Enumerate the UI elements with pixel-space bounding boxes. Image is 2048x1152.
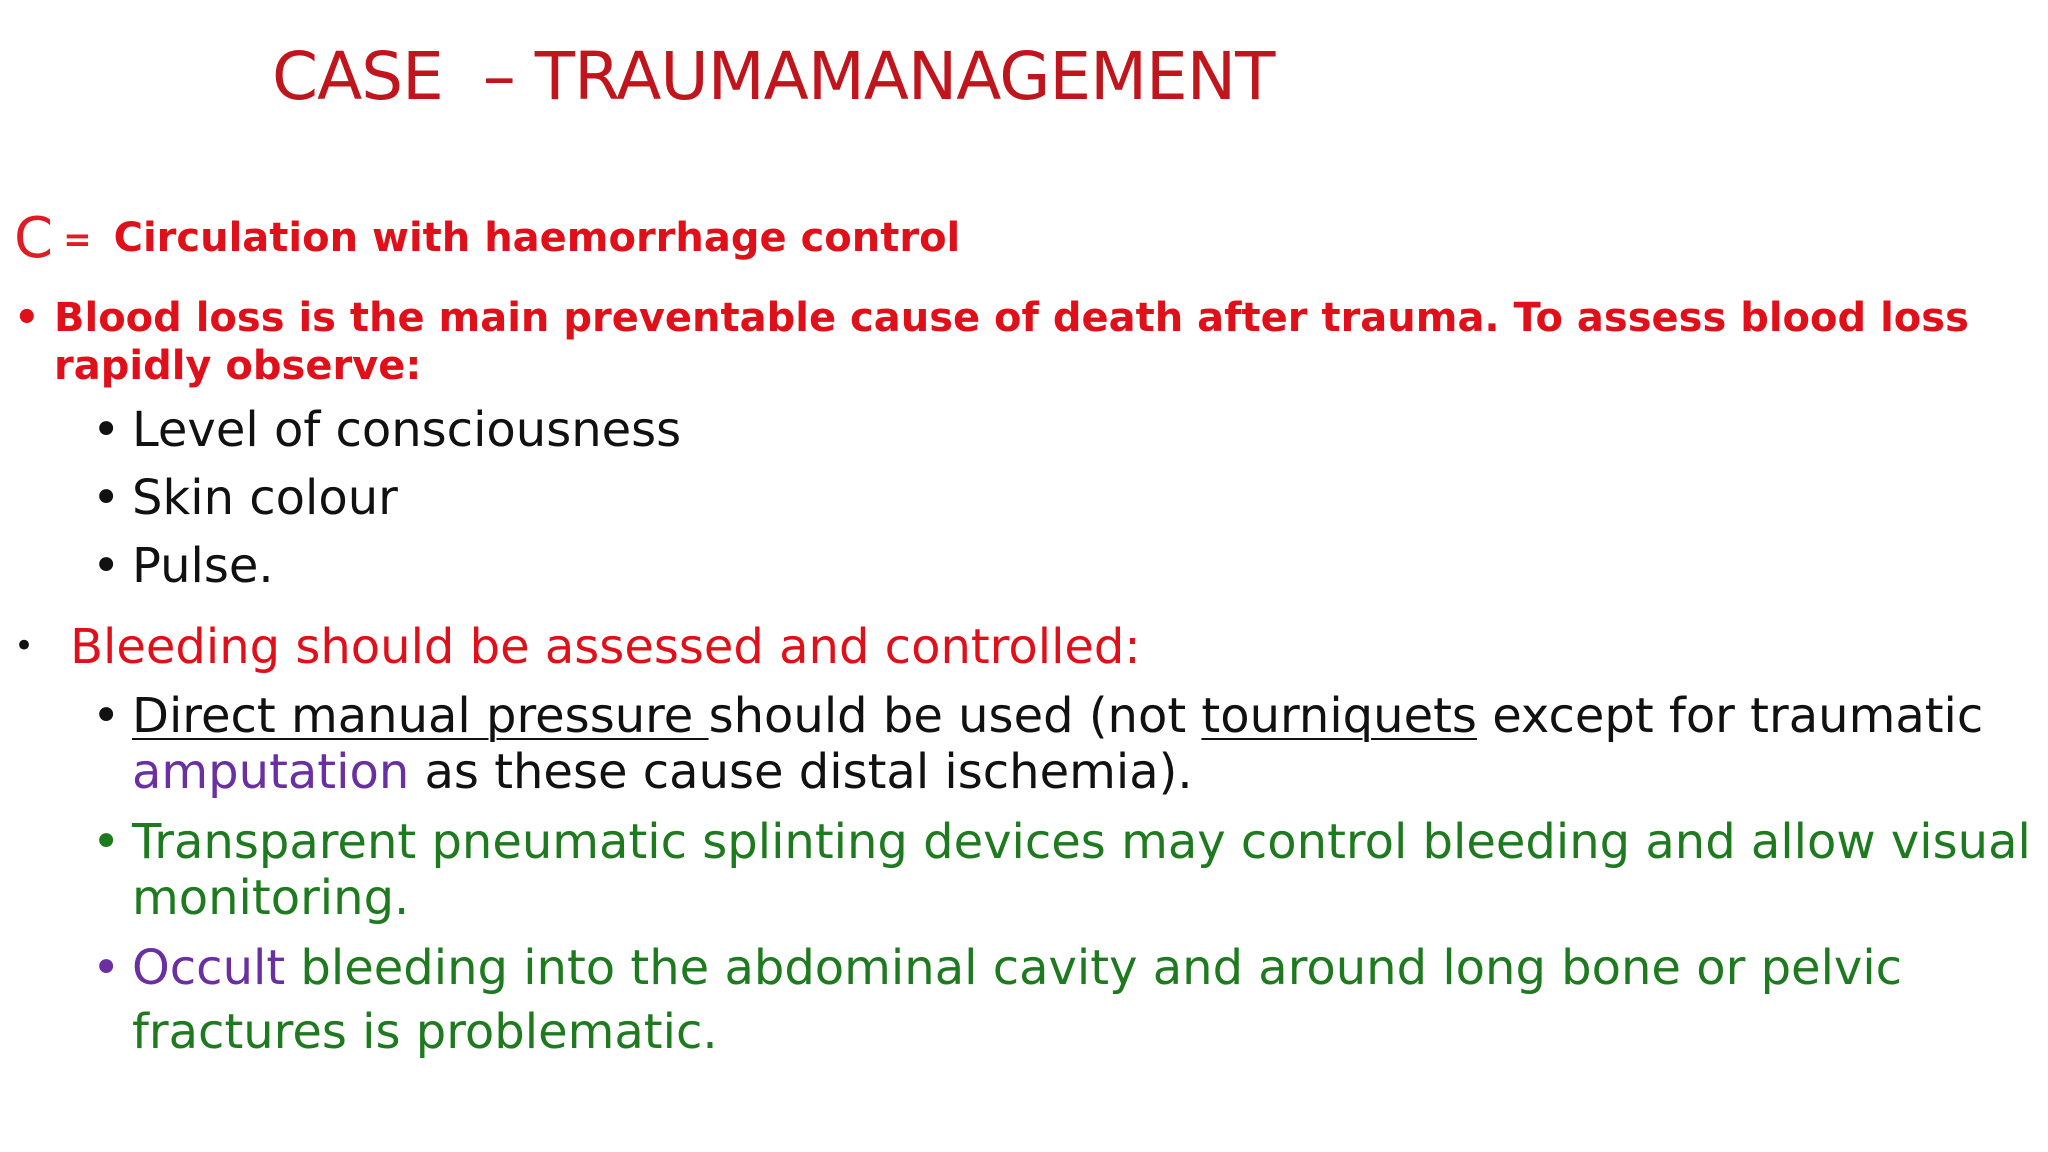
list-item-text: Pulse. bbox=[132, 538, 274, 594]
slide-title: CASE – TRAUMAMANAGEMENT bbox=[272, 38, 1275, 115]
list-item bbox=[92, 470, 2032, 538]
c-equals: = bbox=[63, 220, 92, 260]
amputation-text: amputation bbox=[132, 744, 410, 800]
tourniquets-text: tourniquets bbox=[1201, 688, 1477, 744]
bullet-dot: • bbox=[92, 940, 121, 996]
list-item-text: Skin colour bbox=[132, 470, 398, 526]
occult-text: Occult bbox=[132, 940, 286, 996]
list-item-text: Level of consciousness bbox=[132, 402, 682, 458]
bullet-bleeding-text: Bleeding should be assessed and controlled: bbox=[70, 619, 1141, 675]
list-item bbox=[92, 402, 2032, 470]
bullet-blood-loss-text: Blood loss is the main preventable cause of death after trauma. To assess blood loss rapidly observe: bbox=[54, 295, 1969, 389]
list-item bbox=[92, 688, 2032, 800]
list-item-text: Transparent pneumatic splinting devices may control bleeding and allow visual monitoring. bbox=[132, 814, 2031, 926]
c-heading bbox=[14, 206, 960, 271]
list-item-text: should be used (not bbox=[708, 688, 1202, 744]
list-item-text: bleeding into the abdominal cavity and around long bone or pelvic bbox=[285, 940, 1903, 996]
direct-pressure-text: Direct manual pressure bbox=[132, 688, 709, 744]
bullet-dot: • bbox=[14, 295, 40, 341]
bullet-dot: • bbox=[92, 470, 121, 526]
bullet-dot: • bbox=[92, 688, 121, 744]
bullet-dot: • bbox=[92, 538, 121, 594]
c-letter: C bbox=[14, 206, 54, 271]
list-item bbox=[92, 538, 2032, 606]
bullet-blood-loss bbox=[14, 294, 2024, 390]
list-item-text: as these cause distal ischemia). bbox=[409, 744, 1193, 800]
bullet-bleeding bbox=[14, 618, 1141, 675]
bleeding-list bbox=[92, 688, 2032, 1074]
list-item bbox=[92, 940, 2032, 1060]
bullet-dot: • bbox=[92, 814, 121, 870]
bullet-dot: • bbox=[92, 402, 121, 458]
bullet-dot: • bbox=[14, 626, 35, 666]
c-definition: Circulation with haemorrhage control bbox=[113, 215, 961, 261]
observe-list bbox=[92, 402, 2032, 606]
list-item-text: except for traumatic bbox=[1476, 688, 1984, 744]
list-item bbox=[92, 814, 2032, 926]
list-item-text: fractures is problematic. bbox=[132, 1004, 718, 1060]
